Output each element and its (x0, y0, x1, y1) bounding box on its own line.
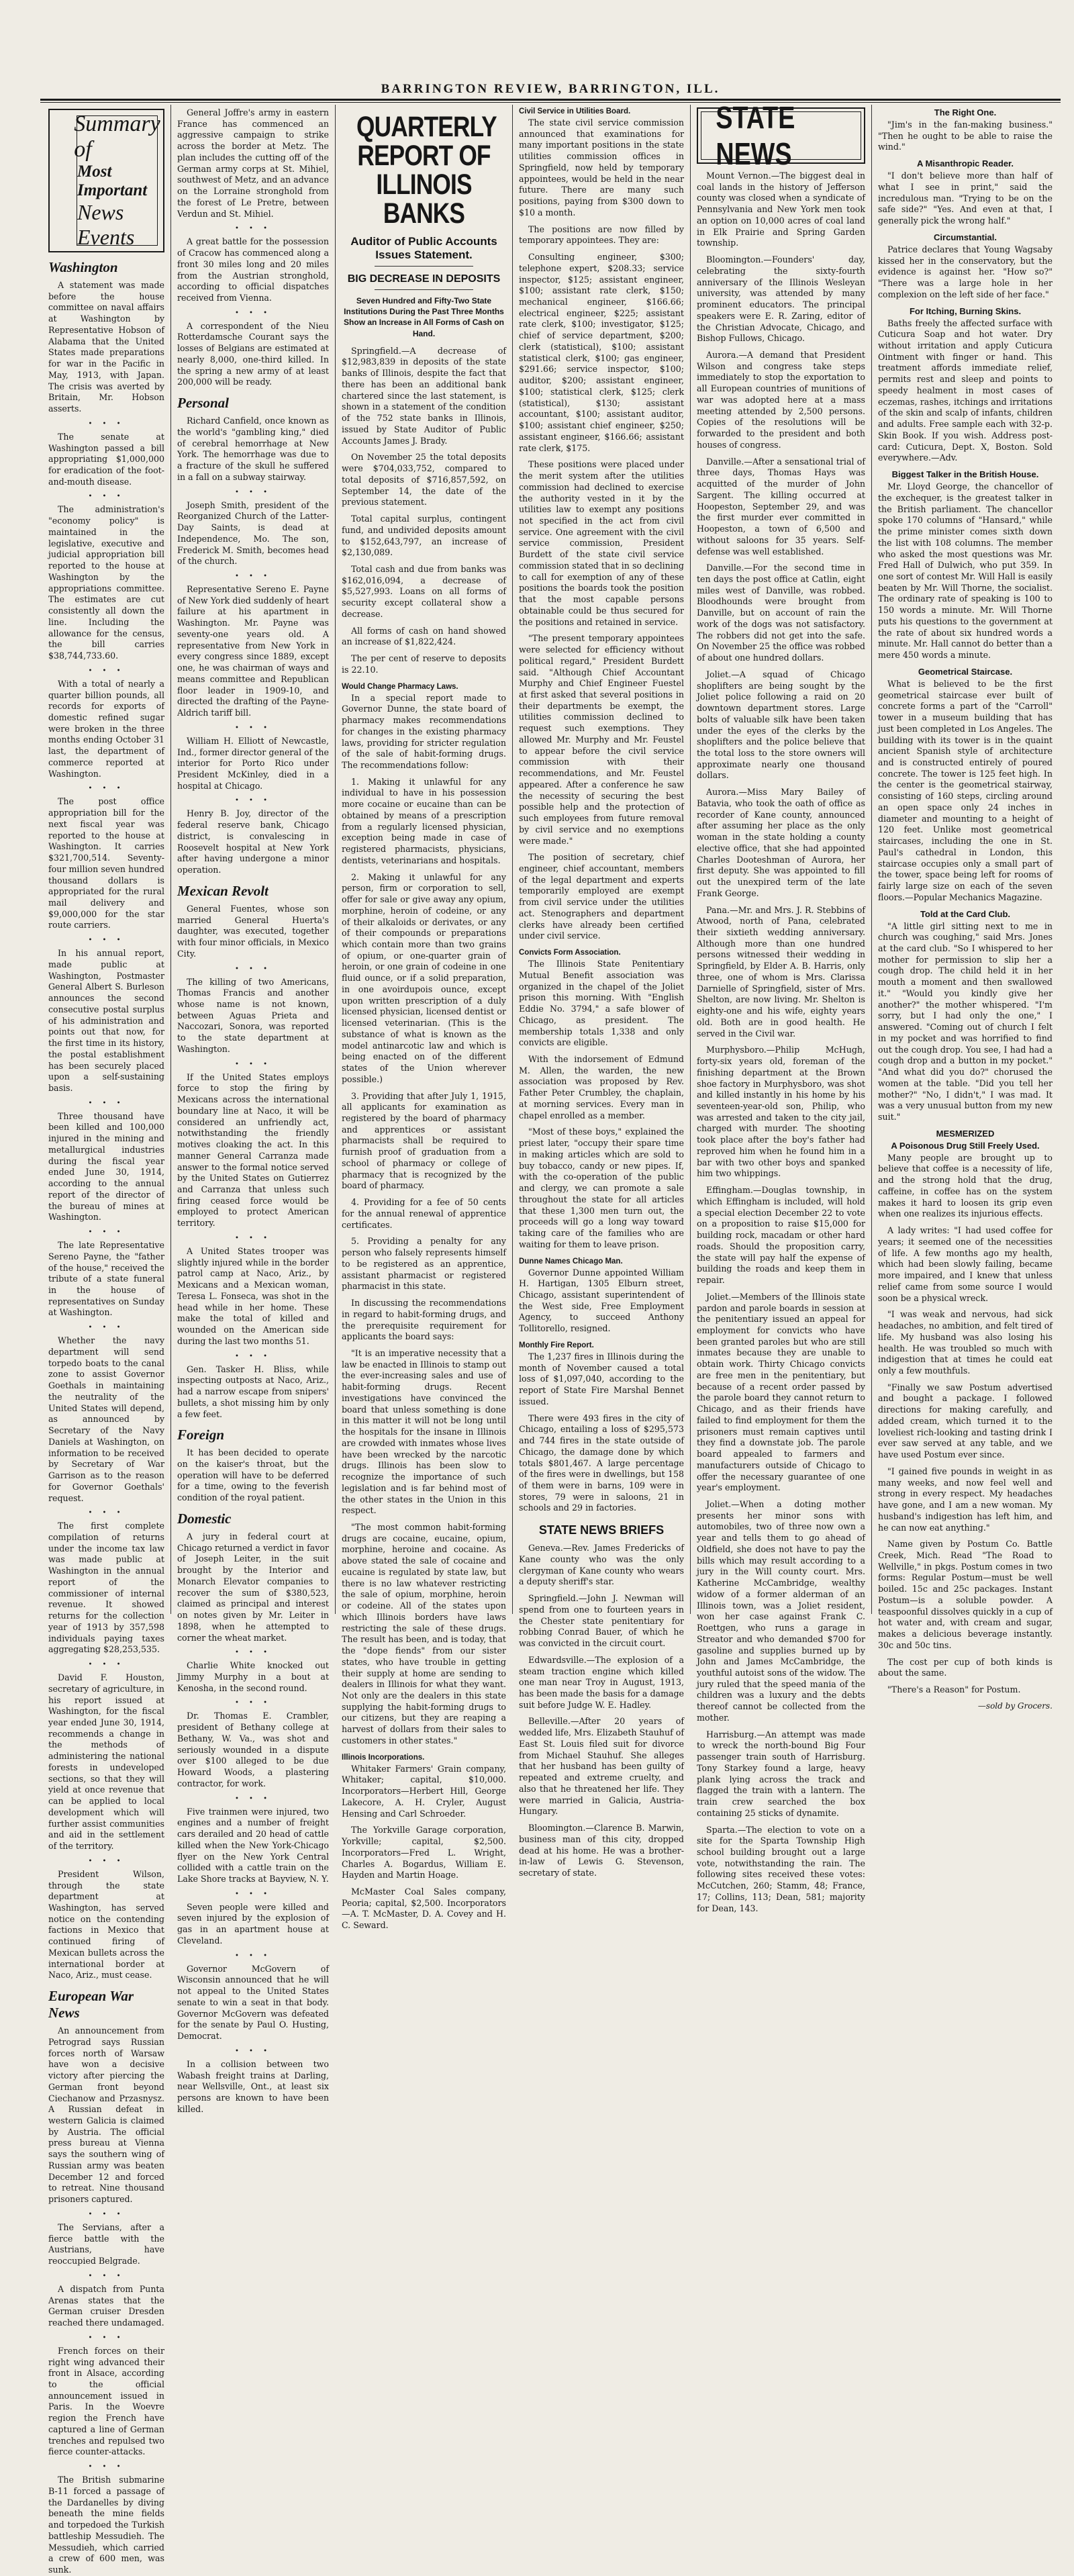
news-paragraph: Three thousand have been killed and 100,000 injured in the mining and metallurgical industries during the fiscal year ended June 30, 1914, according to the annual report of the director of the bureau of mines at Washington. (48, 1110, 164, 1223)
separator: • • • (234, 1649, 272, 1657)
separator: • • • (88, 2272, 125, 2280)
separator: • • • (234, 225, 272, 233)
state-news-title: STATE NEWS (716, 100, 795, 171)
separator: • • • (88, 2210, 125, 2218)
headline-deck: Auditor of Public Accounts Issues Statement. (350, 235, 497, 261)
separator: • • • (234, 2047, 272, 2055)
masthead-rule (40, 99, 1061, 101)
news-paragraph: General Fuentes, whose son married General Huerta's daughter, was executed, together with four minor officials, in Mexico City. (177, 903, 329, 959)
news-paragraph: The Illinois State Penitentiary Mutual Benefit association was organized in the chapel of the Joliet prison this morning. With "English Eddie No. 3794," a safe blower of Chicago, as president. The membership totals 1,338 and only convicts are eligible. (519, 959, 684, 1048)
news-paragraph: Many people are brought up to believe that coffee is a necessity of life, and the strong hold that the drug, caffeine, in coffee has on the system makes it hard to loosen its grip even when one realizes its injurious effects. (878, 1152, 1053, 1219)
summary-box (48, 109, 164, 252)
state-news-banner-inner (701, 100, 861, 171)
subheading: Monthly Fire Report. (519, 1341, 594, 1349)
separator: • • • (234, 1952, 272, 1960)
news-paragraph: A lady writes: "I had used coffee for years; it seemed one of the necessities of life. A few months ago my health, which had been slowly failing, became more impaired, and I knew that unless relief came from some source I would soon be a physical wreck. (878, 1225, 1053, 1303)
summary-box-inner (74, 111, 160, 249)
news-paragraph: Edwardsville.—The explosion of a steam traction engine which killed one man near Troy in August, 1913, has been made the basis for a damage suit before Judge W. E. Hadley. (519, 1654, 684, 1710)
separator: • • • (234, 1352, 272, 1360)
item-heading: The Right One. (934, 107, 997, 117)
news-paragraph: Harrisburg.—An attempt was made to wreck the north-bound Big Four passenger train south of Harrisburg. Tony Starkey found a large, heavy plank lying across the track and flagged the train with a lantern. The train crew searched the box containing 25 sticks of dynamite. (697, 1729, 865, 1818)
news-paragraph: These positions were placed under the merit system after the utilities commission had declined to exercise the authority vested in it by the utilities law to exempt any positions not specified in the act from civil service. One agreement with the civil service commission, President Burdett of the state civil service commission stated that in so declining to call for exemption of any of these positions the boards took the position that the most capable persons obtainable could be thus secured for the positions and retained in service. (519, 459, 684, 627)
summary-title-line1: Summary of (74, 111, 160, 162)
news-paragraph: Belleville.—After 20 years of wedded life, Mrs. Elizabeth Stauhuf of East St. Louis filed suit for divorce from Michael Stauhuf. She alleges that her husband has been guilty of repeated and extreme cruelty, and also that he threatened her life. They were married in Galicia, Austria-Hungary. (519, 1716, 684, 1817)
news-paragraph: "I don't believe more than half of what I see in print," said the incredulous man. "Trying to be on the safe side?" "Yes. And even at that, I generally pick the wrong half." (878, 171, 1053, 226)
news-paragraph: French forces on their right wing advanced their front in Alsace, according to the official announcement issued in Paris. In the Woevre region the French have captured a line of German trenches and repulsed two fierce counter-attacks. (48, 2345, 164, 2457)
news-paragraph: 2. Making it unlawful for any person, firm or corporation to sell, offer for sale or give away any opium, morphine, heroin of codeine, or any of their alkaloids or derivates, or any of their compounds or preparations which contain more than two grains of opium, or one-quarter grain of heroin, or one grain of codeine in one fluid ounce, or if a solid preparation, in one avoirdupois ounce, except upon written prescription of a duly licensed physician, licensed dentist or licensed veterinarian. (This is the substance of what is known as the model antinarcotic law and which is being enacted on of the different states of the Union wherever possible.) (342, 871, 506, 1084)
news-paragraph: "The present temporary appointees were selected for efficiency without political regard," President Burdett said. "Although Chief Accountant Murphy and Chief Engineer Fuestel at first asked that several positions in their departments be exempt, the utilities commission declined to request such exemptions. They allowed Mr. Murphy and Mr. Feustel to appear before the civil service commission with their recommendations, and Mr. Feustel appeared. After a conference he saw the necessity of securing the best possible help and the protection of such employees from future removal by civil service and no exemptions were made." (519, 633, 684, 846)
separator: • • • (88, 420, 125, 428)
news-paragraph: Murphysboro.—Philip McHugh, forty-six years old, foreman of the finishing department at the Brown shoe factory in Murphysboro, was shot and killed instantly in his home by his seventeen-year-old son, Philip, who was arrested and taken to the city jail, charged with murder. The shooting took place after the boy's father had reproved him when he found him in a bar with two other boys and spanked him two whippings. (697, 1045, 865, 1179)
item-heading: Biggest Talker in the British House. (891, 469, 1039, 480)
separator: • • • (234, 1699, 272, 1707)
separator: • • • (88, 2463, 125, 2471)
news-paragraph: Aurora.—Miss Mary Bailey of Batavia, who took the oath of office as recorder of Kane county, announced after assuming her place as the only woman in the state holding a county elective office, that she had appointed Charles Dooteshman of Aurora, her first deputy. She was appointed to fill out the unexpired term of the late Frank George. (697, 787, 865, 898)
news-paragraph: The Servians, after a fierce battle with the Austrians, have reoccupied Belgrade. (48, 2222, 164, 2267)
news-paragraph: 1. Making it unlawful for any individual to have in his possession more cocaine or eucaine than can be obtained by means of a prescription from a regularly licensed physician, exception being made in case of registered pharmacists, physicians, dentists, veterinarians and hospitals. (342, 776, 506, 865)
subheading: Civil Service in Utilities Board. (519, 107, 631, 115)
news-paragraph: William H. Elliott of Newcastle, Ind., former director general of the interior for Porto Rico under President McKinley, died in a hospital at Chicago. (177, 735, 329, 791)
section-heading: Foreign (177, 1427, 225, 1443)
news-paragraph: "Most of these boys," explained the priest later, "occupy their spare time in making articles which are sold to buy tobacco, candy or new pipes. If, with the co-operation of the public and clergy, we can promote a sale throughout the state for all articles that these 1,300 men turn out, the proceeds will go a long way toward taking care of the families who are waiting for them to leave prison. (519, 1127, 684, 1249)
news-paragraph: Springfield.—A decrease of $12,983,839 in deposits of the state banks of Illinois, despite the fact that there has been an additional bank chartered since the last statement, is shown in a statement of the condition of the 752 state banks in Illinois, issued by State Auditor of Public Accounts James J. Brady. (342, 345, 506, 446)
news-paragraph: Name given by Postum Co. Battle Creek, Mich. Read "The Road to Wellville," in pkgs. Postum comes in two forms: Regular Postum—must be well boiled. 15c and 25c packages. Instant Postum—is a soluble powder. A teaspoonful dissolves quickly in a cup of hot water and, with cream and sugar, makes a delicious beverage instantly. 30c and 50c tins. (878, 1539, 1053, 1650)
column-3 (336, 105, 513, 1931)
separator: • • • (234, 965, 272, 973)
summary-title-line2: Most Important (77, 162, 148, 199)
news-paragraph: Gen. Tasker H. Bliss, while inspecting outposts at Naco, Ariz., had a narrow escape from snipers' bullets, a shot missing him by only a few feet. (177, 1364, 329, 1419)
news-paragraph: The administration's "economy policy" is maintained in the legislative, executive and judicial appropriation bill reported to the house at Washington by the appropriations committee. The estimates are cut consistently all down the line. Including the allowance for the census, the bill carries $38,744,733.60. (48, 504, 164, 661)
news-paragraph: Whether the navy department will send torpedo boats to the canal zone to assist Governor Goethals in maintaining the neutrality of the United States will depend, as announced by Secretary of the Navy Daniels at Washington, on information to be received by Secretary of War Garrison as to the reason for Governor Goethals' request. (48, 1335, 164, 1503)
news-paragraph: The per cent of reserve to deposits is 22.10. (342, 653, 506, 675)
state-news-briefs-heading: STATE NEWS BRIEFS (538, 1523, 665, 1537)
news-paragraph: The state civil service commission announced that examinations for many important positions in the state utilities commission offices in Springfield, now held by temporary appointees, would be held in the near future. There are many such positions, paying from $300 down to $10 a month. (519, 117, 684, 218)
news-paragraph: On November 25 the total deposits were $704,033,752, compared to total deposits of $716,857,592, on September 14, the date of the previous statement. (342, 452, 506, 508)
news-paragraph: If the United States employs force to stop the firing by Mexicans across the international boundary line at Naco, it will be considered an unfriendly act, notwithstanding the friendly motives cloaking the act. In this manner General Carranza made answer to the formal notice served by the United States on Gutierrez and Carranza that unless such firing ceased force would be employed to protect American territory. (177, 1071, 329, 1229)
item-subheading: A Poisonous Drug Still Freely Used. (891, 1140, 1040, 1151)
item-heading: A Misanthropic Reader. (917, 158, 1014, 169)
news-paragraph: In discussing the recommendations in regard to habit-forming drugs, and the prerequisite requirement for applicants the board says: (342, 1298, 506, 1342)
news-paragraph: Aurora.—A demand that President Wilson and congress take steps immediately to stop the exportation to all European countries of munitions of war was adopted here at a mass meeting attended by 2,500 persons. Copies of the resolutions will be forwarded to the president and both houses of congress. (697, 350, 865, 450)
news-paragraph: Mr. Lloyd George, the chancellor of the exchequer, is the greatest talker in the British parliament. The chancellor spoke 170 columns of "Hansard," while the prime minister comes sixth down the list with 108 columns. The member who asked the most questions was Mr. Fred Hall of Dulwich, who put 359. In one sort of contest Mr. Will Hall is easily beaten by Mr. Will Thorne, the socialist. The ordinary rate of speaking is 100 to 150 words a minute. Mr. Will Thorne puts his questions to the government at the rate of about six hundred words a minute. Mr. Hall cannot do better than a mere 450 words a minute. (878, 481, 1053, 661)
news-paragraph: The killing of two Americans, Thomas Francis and another whose name is not known, between Aguas Prieta and Naccozari, Sonora, was reported to the state department at Washington. (177, 976, 329, 1054)
masthead-rule-thin (40, 102, 1061, 103)
news-paragraph: The senate at Washington passed a bill appropriating $1,000,000 for eradication of the foot-and-mouth disease. (48, 431, 164, 487)
news-paragraph: A great battle for the possession of Cracow has commenced along a front 30 miles long and 20 miles from the Austrian stronghold, according to official dispatches received from Vienna. (177, 236, 329, 303)
news-paragraph: A correspondent of the Nieu Rotterdamsche Courant says the losses of Belgians are estimated at nearly 8,000, one-third killed. In the spring a new army of at least 200,000 will be ready. (177, 320, 329, 387)
news-paragraph: Governor McGovern of Wisconsin announced that he will not appeal to the United States senate to win a seat in that body. Governor McGovern was defeated for the senate by Paul O. Husting, Democrat. (177, 1963, 329, 2042)
news-paragraph: With the indorsement of Edmund M. Allen, the warden, the new association was proposed by Rev. Father Peter Crumbley, the chaplain, at morning services. Every man in chapel enrolled as a member. (519, 1054, 684, 1120)
news-paragraph: Dr. Thomas E. Crambler, president of Bethany college at Bethany, W. Va., was shot and seriously wounded in a dispute over $100 alleged to be due Howard Woods, a plastering contractor, for work. (177, 1711, 329, 1788)
item-heading: Told at the Card Club. (920, 908, 1011, 919)
news-paragraph: Total cash and due from banks was $162,016,094, a decrease of $5,527,993. Loans on all forms of security except collateral show a decrease. (342, 563, 506, 619)
separator: • • • (88, 1857, 125, 1865)
separator: • • • (88, 2334, 125, 2342)
news-paragraph: Joseph Smith, president of the Reorganized Church of the Latter-Day Saints, is dead at Independence, Mo. The son, Frederick M. Smith, becomes head of the church. (177, 499, 329, 567)
news-paragraph: Consulting engineer, $300; telephone expert, $208.33; service inspector, $125; assistant engineer, $100; assistant rate clerk, $150; mechanical engineer, $166.66; electrical engineer, $225; assistant rate clerk, $100; investigator, $125; chief of service department, $200; clerk (statistical), $100; assistant statistical clerk, $100; gas engineer, $291.66; service inspector, $100; auditor, $200; assistant engineer, $100; statistical clerk, $125; clerk (statistical), $130; assistant accountant, $100; assistant auditor, $100; assistant chief engineer, $250; assistant engineer, $166.66; assistant rate clerk, $175. (519, 252, 684, 453)
deck-rule (375, 289, 473, 290)
item-heading: Geometrical Staircase. (918, 666, 1013, 677)
separator: • • • (234, 572, 272, 580)
news-paragraph: What is believed to be the first geometrical staircase ever built of concrete forms a part of the "Carroll" tower in a museum building that has just been completed in Los Angeles. The building with its tower is in the quaint ancient Spanish style of architecture and is constructed entirely of poured concrete. The tower is 125 feet high. In the center is the geometrical stairway, consisting of 160 steps, circling around an open space only 24 inches in diameter and mounting to a height of 120 feet. Unlike most geometrical staircases, including the one in St. Paul's cathedral in London, this staircase occupies only a small part of the tower, space being left for rooms of fairly large size on each of the seven floors.—Popular Mechanics Magazine. (878, 678, 1053, 902)
news-paragraph: Baths freely the affected surface with Cuticura Soap and hot water. Dry without irritation and apply Cuticura Ointment with finger or hand. This treatment affords immediate relief, permits rest and sleep and points to speedy healment in most cases of eczemas, rashes, itchings and irritations of the skin and scalp of infants, children and adults. Free sample each with 32-p. Skin Book. If you wish. Address post-card: Cuticura, Dept. X, Boston. Sold everywhere.—Adv. (878, 318, 1053, 463)
news-paragraph: Patrice declares that Young Wagsaby kissed her in the conservatory, but the evidence is against her. "How so?" "There was a large hole in her complexion on the left side of her face." (878, 244, 1053, 299)
separator: • • • (234, 1795, 272, 1803)
separator: • • • (234, 1890, 272, 1898)
separator: • • • (234, 797, 272, 805)
news-paragraph: The position of secretary, chief engineer, chief accountant, members of the legal department and experts temporarily employed are exempt from civil service under the utilities act. Stenographers and department clerks have already been certified under civil service. (519, 852, 684, 941)
news-paragraph: A dispatch from Punta Arenas states that the German cruiser Dresden reached there undamaged. (48, 2283, 164, 2328)
section-heading: European War News (48, 1988, 134, 2021)
news-paragraph: In his annual report, made public at Washington, Postmaster General Albert S. Burleson announces the second consecutive postal surplus of his administration and points out that now, for the first time in its history, the postal establishment has been securely placed upon a self-sustaining basis. (48, 948, 164, 1093)
column-4 (513, 105, 691, 1878)
news-paragraph: Five trainmen were injured, two engines and a number of freight cars derailed and 20 head of cattle killed when the New York-Chicago flyer on the New York Central collided with a cattle train on the Lake Shore tracks at Bayview, N. Y. (177, 1806, 329, 1884)
news-paragraph: The Yorkville Garage corporation, Yorkville; capital, $2,500. Incorporators—Fred L. Wright, Charles A. Bogardus, William E. Hayden and Martin Hoage. (342, 1825, 506, 1880)
headline-deck: BIG DECREASE IN DEPOSITS (347, 273, 501, 285)
news-paragraph: Joliet.—Members of the Illinois state pardon and parole boards in session at the penitentiary issued an appeal for employment for convicts who have been granted paroles but who are still inmates because they are unable to obtain work. Thirty Chicago convicts are free men in the penitentiary, but because of a recent order passed by the parole board they cannot return to Chicago, and as their friends have failed to find employment for them the prisoners must remain captives until they find a downstate job. The parole board appealed to farmers and manufacturers outside of Chicago to offer the necessary guarantee of one year's employment. (697, 1291, 865, 1493)
section-heading: Personal (177, 395, 230, 412)
deck-rule (375, 266, 473, 267)
news-paragraph: The cost per cup of both kinds is about the same. (878, 1656, 1053, 1678)
summary-title-line3: News Events (77, 200, 135, 249)
separator: • • • (88, 785, 125, 793)
news-paragraph: The late Representative Sereno Payne, the "father of the house," received the tribute of a state funeral in the house of representatives on Sunday at Washington. (48, 1240, 164, 1318)
news-paragraph: McMaster Coal Sales company, Peoria; capital, $2,500. Incorporators—A. T. McMaster, D. A. Covey and H. C. Seward. (342, 1887, 506, 1931)
news-paragraph: "There's a Reason" for Postum. (887, 1684, 1021, 1695)
state-news-banner (697, 100, 865, 171)
news-paragraph: 4. Providing for a fee of 50 cents for the annual renewal of apprentice certificates. (342, 1197, 506, 1230)
separator: • • • (234, 309, 272, 317)
separator: • • • (88, 1099, 125, 1107)
column-6 (872, 105, 1059, 1711)
columns (42, 100, 1059, 2575)
news-paragraph: Seven people were killed and seven injured by the explosion of gas in an apartment house at Cleveland. (177, 1901, 329, 1946)
separator: • • • (88, 937, 125, 945)
news-paragraph: Richard Canfield, once known as the world's "gambling king," died of cerebral hemorrhage at New York. The hemorrhage was due to a fracture of the skull he suffered in a fall on a subway stairway. (177, 416, 329, 482)
news-paragraph: "Finally we saw Postum advertised and bought a package. I followed directions for making carefully, and added cream, which turned it to the loveliest rich-looking and tasting drink I ever saw served at any table, and we have used Postum ever since. (878, 1382, 1053, 1460)
news-paragraph: "I was weak and nervous, had sick headaches, no ambition, and felt tired of life. My husband was also losing his health. He was troubled so much with indigestion that at times he could eat only a few mouthfuls. (878, 1309, 1053, 1376)
news-paragraph: Charlie White knocked out Jimmy Murphy in a bout at Kenosha, in the second round. (177, 1660, 329, 1693)
item-heading: MESMERIZED (936, 1128, 995, 1139)
news-paragraph: The British submarine B-11 forced a passage of the Dardanelles by diving beneath the mine fields and torpedoed the Turkish battleship Messudieh. The Messudieh, which carried a crew of 600 men, was sunk. (48, 2475, 164, 2575)
news-paragraph: Governor Dunne appointed William H. Hartigan, 1305 Elburn street, Chicago, assistant superintendent of the West side, Free Employment Agency, to succeed Anthony Tollitorello, resigned. (519, 1267, 684, 1334)
news-paragraph: President Wilson, through the state department at Washington, has served notice on the contending factions in Mexico that continued firing of Mexican bullets across the international border at Naco, Ariz., must cease. (48, 1868, 164, 1981)
news-paragraph: The positions are now filled by temporary appointees. They are: (519, 224, 684, 246)
news-paragraph: All forms of cash on hand showed an increase of $1,822,424. (342, 625, 506, 647)
section-heading: Domestic (177, 1510, 232, 1527)
news-paragraph: General Joffre's army in eastern France has commenced an aggressive campaign to strike across the border at Metz. The plan includes the cutting off of the German army corps at St. Mihiel, southwest of Metz, and an advance on the Lorraine stronghold from the forest of Le Pretre, between Verdun and St. Mihiel. (177, 107, 329, 219)
section-heading: Mexican Revolt (177, 882, 268, 899)
subheading: Dunne Names Chicago Man. (519, 1257, 623, 1266)
news-paragraph: Mount Vernon.—The biggest deal in coal lands in the history of Jefferson county was closed when a syndicate of Pennsylvania and New York men took an option on 10,000 acres of coal land in Elk Prairie and Spring Garden township. (697, 171, 865, 248)
news-paragraph: The first complete compilation of returns under the income tax law was made public at Washington in the annual report of the commissioner of internal revenue. It showed returns for the collection year of 1913 by 357,598 individuals paying taxes aggregating $28,253,535. (48, 1521, 164, 1655)
subheading: Convicts Form Association. (519, 949, 621, 957)
separator: • • • (234, 1060, 272, 1068)
news-paragraph: There were 493 fires in the city of Chicago, entailing a loss of $295,573 and 744 fires in the state outside of Chicago, the damage done by which totals $801,467. A large percentage of the fires were in dwellings, but 158 of them were in barns, 109 were in stores, 79 were in saloons, 21 in schools and 29 in factories. (519, 1413, 684, 1513)
separator: • • • (88, 493, 125, 501)
separator: • • • (234, 488, 272, 496)
subheading: Would Change Pharmacy Laws. (342, 682, 458, 691)
item-heading: For Itching, Burning Skins. (909, 305, 1022, 316)
news-paragraph: A jury in federal court at Chicago returned a verdict in favor of Joseph Leiter, in the suit brought by the Interior and Monarch Elevator companies to recover the sum of $380,523, claimed as principal and interest on notes given by Mr. Leiter in 1898, when he attempted to corner the wheat market. (177, 1531, 329, 1643)
news-paragraph: Effingham.—Douglas township, in which Effingham is included, will hold a special election December 22 to vote on a proposition to raise $15,000 for building rock, macadam or other hard roads. Should the proposition carry, the state will pay half the expense of building the roads and keep them in repair. (697, 1185, 865, 1286)
news-paragraph: Springfield.—John J. Newman will spend from one to fourteen years in the Chester state penitentiary for robbing Conrad Bauer, of which he was convicted in the circuit court. (519, 1593, 684, 1649)
news-paragraph: "It is an imperative necessity that a law be enacted in Illinois to stamp out the ever-increasing sales and use of habit-forming drugs. Recent investigations have convinced the board that unless something is done in this matter it will not be long until the hospitals for the insane in Illinois are crowded with inmates whose lives have been wrecked by the narcotic drugs. Illinois has been slow to recognize the importance of such legislation and is far behind most of the other states in the Union in this respect. (342, 1347, 506, 1516)
news-paragraph: "A little girl sitting next to me in church was coughing," said Mrs. Jones at the card club. "So I whispered to her mother for permission to slip her a cough drop. The child held it in her mouth a moment and then swallowed it." "Would you kindly give her another?" the mother whispered. "I'm sorry, but I had only the one," I answered. "Coming out of church I felt in my pocket and was horrified to find out the cough drop. You see, I had had a cough drop and a button in my pocket." "And what did you do?" chorused the women at the table. "Did you tell her mother?" "No, I didn't," I was mad. It was a very unusual button from my new suit." (878, 920, 1053, 1123)
news-paragraph: In a special report made to Governor Dunne, the state board of pharmacy makes recommendations for changes in the existing pharmacy laws, providing for stricter regulation of the sale of habit-forming drugs. The recommendations follow: (342, 692, 506, 770)
news-paragraph: A United States trooper was slightly injured while in the border patrol camp at Naco, Ariz., by Mexicans and a Mexican woman, Teresa L. Fonseca, was shot in the head while in her home. These make the total of killed and wounded on the American side during the last two months 51. (177, 1245, 329, 1346)
separator: • • • (88, 1229, 125, 1237)
separator: • • • (88, 1324, 125, 1332)
news-paragraph: An announcement from Petrograd says Russian forces north of Warsaw have won a decisive victory after piercing the German front beyond Ciechanow and Przasnysz. A Russian defeat in western Galicia is claimed by Austria. The official press bureau at Vienna says the southern wing of Russian army was beaten December 12 and forced to retreat. Nine thousand prisoners captured. (48, 2025, 164, 2205)
ad-signoff: —sold by Grocers. (977, 1701, 1053, 1711)
subheading: Illinois Incorporations. (342, 1753, 425, 1762)
news-paragraph: Danville.—For the second time in ten days the post office at Catlin, eight miles west of Danville, was robbed. Bloodhounds were brought from Danville, but on account of rain the work of the dogs was not satisfactory. The robbers did not get into the safe. On November 25 the office was robbed of about one hundred dollars. (697, 563, 865, 663)
column-5 (691, 100, 872, 1913)
news-paragraph: It has been decided to operate on the kaiser's throat, but the operation will have to be deferred for a time, owing to the feverish condition of the royal patient. (177, 1447, 329, 1503)
news-paragraph: A statement was made before the house committee on naval affairs at Washington by Representative Hobson of Alabama that the United States made preparations for war in the Pacific in May, 1913, with Japan. The crisis was averted by Britain, Mr. Hobson asserts. (48, 280, 164, 414)
separator: • • • (88, 1509, 125, 1517)
news-paragraph: David F. Houston, secretary of agriculture, in his report issued at Washington, for the fiscal year ended June 30, 1914, recommends a change in the methods of administering the national forests in undeveloped sections, so that they will yield at once revenue that can be applied to local development which will further assist communities and aid in the settlement of the territory. (48, 1672, 164, 1852)
separator: • • • (234, 724, 272, 732)
news-paragraph: Sparta.—The election to vote on a site for the Sparta Township High school building brought out a large vote, notwithstanding the rain. The following sites received these votes: McCutchen, 260; Stamm, 48; France, 17; Collins, 113; Dean, 581; majority for Dean, 143. (697, 1824, 865, 1913)
news-paragraph: 5. Providing a penalty for any person who falsely represents himself to be registered as an apprentice, assistant pharmacist or registered pharmacist in this state. (342, 1236, 506, 1292)
news-paragraph: Pana.—Mr. and Mrs. J. R. Stebbins of Atwood, north of Pana, celebrated their sixtieth wedding anniversary. Although more than one hundred persons witnessed their wedding in Springfield, by Elder A. B. Harris, only three, one of whom is Mrs. Clarissa Darnielle of Springfield, sister of Mrs. Shelton, are now living. Mr. Shelton is eighty-one and his wife, eighty years old. Both are in good health. He served in the Civil war. (697, 904, 865, 1039)
column-2 (171, 105, 336, 2114)
news-paragraph: With a total of nearly a quarter billion pounds, all records for exports of domestic refined sugar were broken in the three months ending October 31 last, the department of commerce reported at Washington. (48, 678, 164, 779)
separator: • • • (234, 1234, 272, 1242)
news-paragraph: Joliet.—When a doting mother presents her minor sons with automobiles, two of three now own a year and tells them to go ahead of Oldfield, she does not have to pay the bills which may result according to a jury in the Will county court. Mrs. Katherine McCambridge, wealthy widow of a former alderman of an Illinois town, was a Joliet resident, won her case against Frank C. Roettgen, who runs a garage in Streator and who demanded $700 for gasoline and supplies burned up by John and James McCambridge, the youthful autoist sons of the widow. The jury ruled that the speed mania of the children was a luxury and the debts thereof cannot be collected from the mother. (697, 1498, 865, 1723)
news-paragraph: In a collision between two Wabash freight trains at Darling, near Wellsville, Ont., at least six persons are known to have been killed. (177, 2058, 329, 2114)
news-paragraph: Henry B. Joy, director of the federal reserve bank, Chicago district, is convalescing in Roosevelt hospital at New York after having undergone a minor operation. (177, 808, 329, 875)
section-heading: Washington (48, 259, 118, 275)
news-paragraph: The 1,237 fires in Illinois during the month of November caused a total loss of $1,097,040, according to the report of State Fire Marshal Bennet issued. (519, 1351, 684, 1406)
column-1 (42, 105, 171, 2575)
headline-quarterly-report: QUARTERLY REPORT OF ILLINOIS BANKS (356, 111, 497, 230)
news-paragraph: Whitaker Farmers' Grain company, Whitaker; capital, $10,000. Incorporators—Herbert Hill, George Lakecore, A. H. Cryler, August Hensing and Carl Schroeder. (342, 1763, 506, 1819)
separator: • • • (88, 667, 125, 675)
news-paragraph: Joliet.—A squad of Chicago shoplifters are being sought by the Joliet police following a raid on 20 downtown department stores. Large bolts of valuable silk have been taken under the eyes of the clerks by the shoplifters and the police believe that the total loss to the store owners will approximate nearly one thousand dollars. (697, 669, 865, 781)
news-paragraph: "I gained five pounds in weight in as many weeks, and now feel well and strong in every respect. My headaches have gone, and I am a new woman. My husband's indigestion has left him, and he can now eat anything." (878, 1466, 1053, 1533)
news-paragraph: Bloomington.—Clarence B. Marwin, business man of this city, dropped dead at his home. He was a brother-in-law of Lewis G. Stevenson, secretary of state. (519, 1823, 684, 1878)
news-paragraph: Total capital surplus, contingent fund, and undivided deposits amount to $152,643,797, an increase of $2,130,089. (342, 514, 506, 558)
news-paragraph: Danville.—After a sensational trial of three days, Thomas Hays was acquitted of the murder of John Sargent. The killing occurred at Hoopeston, September 29, and was the first murder ever committed in Hoopeston, a town of 6,500 and without saloons for 35 years. Self-defense was well established. (697, 456, 865, 557)
headline-deck: Seven Hundred and Fifty-Two State Institutions During the Past Three Months Show an Increase in All Forms of Cash on Hand. (344, 296, 504, 338)
news-paragraph: "Jim's in the fan-making business." "Then he ought to be able to raise the wind." (878, 120, 1053, 152)
news-paragraph: Bloomington.—Founders' day, celebrating the sixty-fourth anniversary of the Illinois Wesleyan university, was attended by many prominent educators. The principal speakers were E. R. Zaring, editor of the Christian Advocate, Chicago, and Bishop Fullows, Chicago. (697, 254, 865, 344)
news-paragraph: Representative Sereno E. Payne of New York died suddenly of heart failure at his apartment in Washington. Mr. Payne was seventy-one years old. A representative from New York in every congress since 1889, except one, he was chairman of ways and means committee and Republican floor leader in 1909-10, and directed the drafting of the Payne-Aldrich tariff bill. (177, 583, 329, 718)
separator: • • • (88, 1661, 125, 1669)
news-paragraph: "The most common habit-forming drugs are cocaine, eucaine, opium, morphine, heroine and cocaine. As above stated the sale of cocaine and eucaine is regulated by state law, but there is no law whatever restricting the sale of opium, morphine, heroin or codeine. All of the states upon which Illinois borders have laws restricting the sale of these drugs. The result has been, and is today, that the "dope fiends" from our sister states, who have trouble in getting their supply at home are sending to dealers in Illinois for what they want. Not only are the dealers in this state supplying the habit-forming drugs to our citizens, but they are reaping a harvest of dollars from their sales to customers in other states." (342, 1521, 506, 1746)
news-paragraph: The post office appropriation bill for the next fiscal year was reported to the house at Washington. It carries $321,700,514. Seventy-four million seven hundred thousand dollars is appropriated for the rural mail delivery and $9,000,000 for the star route carriers. (48, 796, 164, 931)
item-heading: Circumstantial. (934, 232, 997, 242)
masthead: BARRINGTON REVIEW, BARRINGTON, ILL. (381, 82, 720, 96)
news-paragraph: 3. Providing that after July 1, 1915, all applicants for examination as registered by the board of pharmacy and apprentices or assistant pharmacists shall be required to furnish proof of graduation from a school of pharmacy or college of pharmacy that is recognized by the board of pharmacy. (342, 1090, 506, 1191)
news-paragraph: Geneva.—Rev. James Fredericks of Kane county who was the only clergyman of Kane county who wears a deputy sheriff's star. (519, 1543, 684, 1587)
